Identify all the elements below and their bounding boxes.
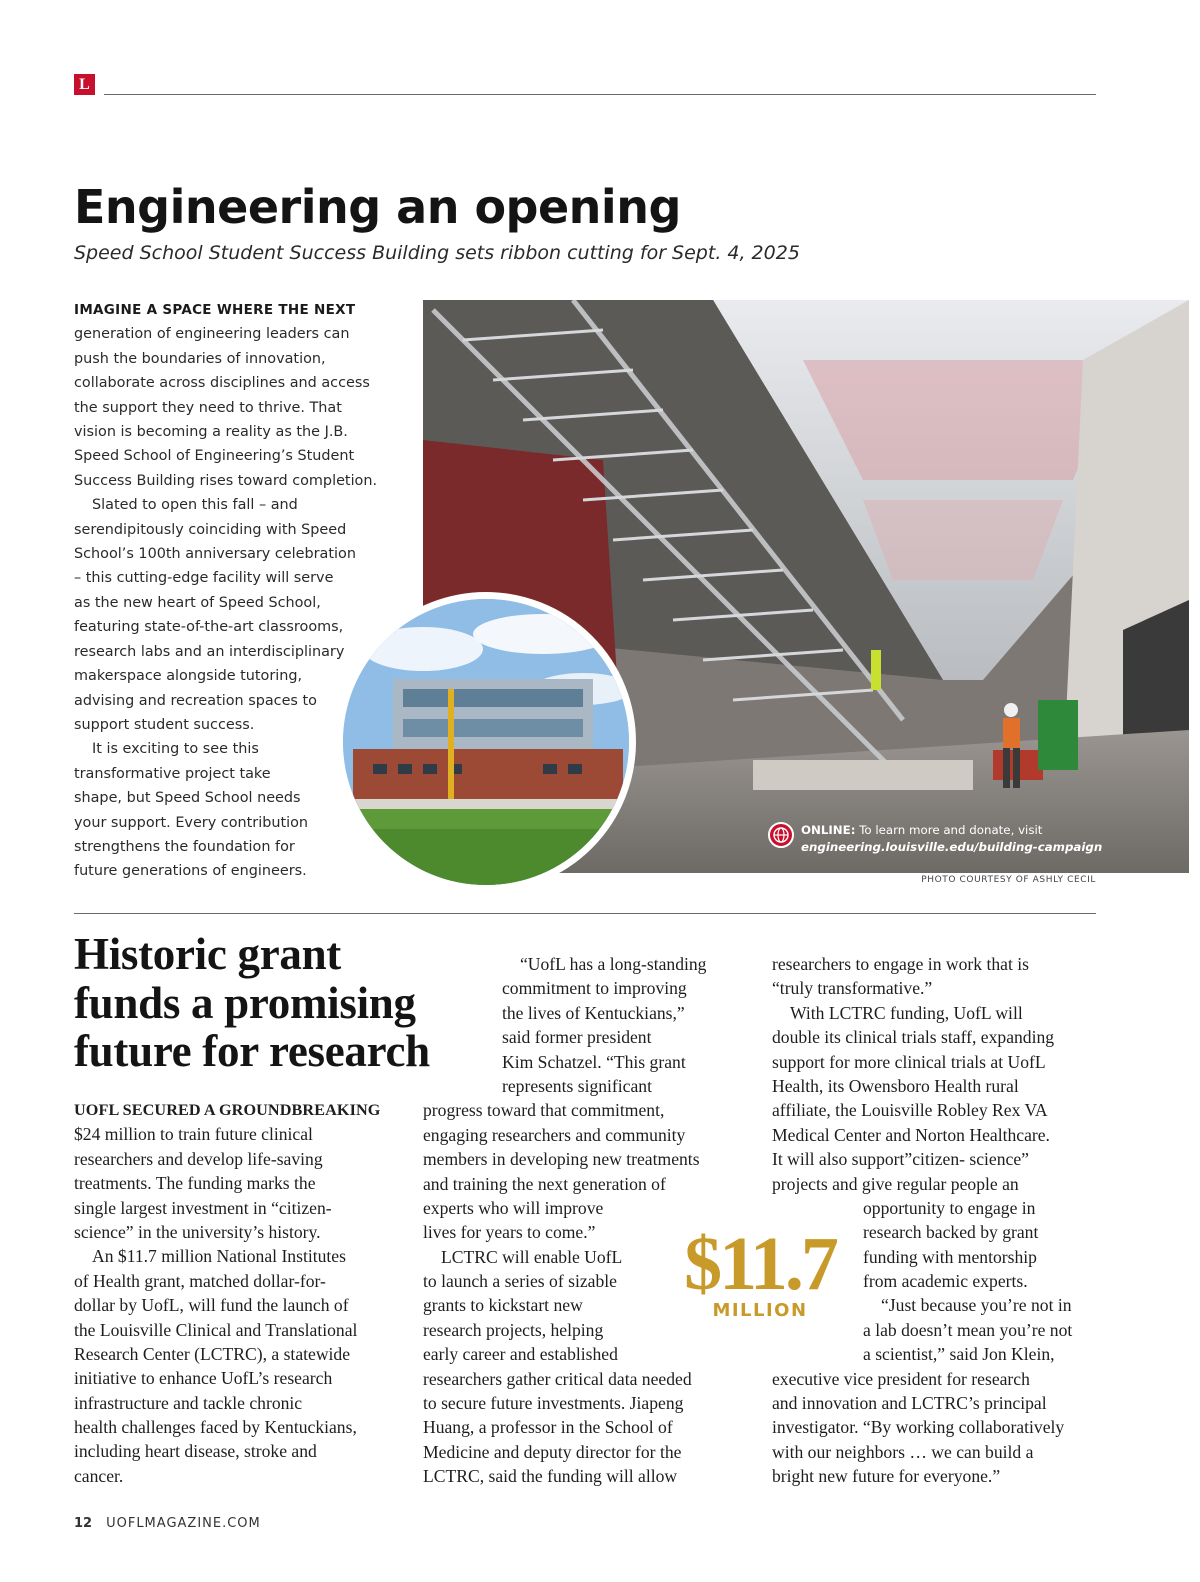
body-line: grants to kickstart new [423,1295,583,1316]
intro-lead-caps: IMAGINE A SPACE WHERE THE NEXT [74,302,356,318]
photo-credit: PHOTO COURTESY OF ASHLY CECIL [921,875,1096,885]
body-line: $24 million to train future clinical [74,1124,313,1145]
intro-line: transformative project take [74,765,271,782]
body-line: Huang, a professor in the School of [423,1417,673,1438]
body-line: treatments. The funding marks the [74,1173,316,1194]
globe-icon-graphic [770,824,792,846]
building-exterior-photo [336,592,636,892]
page-number: 12 [74,1516,93,1531]
intro-line: research labs and an interdisciplinary [74,643,345,660]
body-line: researchers and develop life-saving [74,1148,323,1169]
intro-line: It is exciting to see this [92,741,259,758]
grant-headline-line: Historic grant [74,929,341,979]
body-line: researchers gather critical data needed [423,1368,692,1389]
pull-figure [680,1222,840,1321]
intro-line: vision is becoming a reality as the J.B. [74,424,348,441]
intro-line: advising and recreation spaces to [74,692,317,709]
body-line: initiative to enhance UofL’s research [74,1368,333,1389]
pull-figure-number: $11.7 [684,1222,836,1306]
grant-column-3 [772,952,1102,1489]
footer-site: UOFLMAGAZINE.COM [106,1516,261,1531]
globe-icon [768,822,794,848]
intro-line: support student success. [74,716,255,733]
body-line: single largest investment in “citizen- [74,1197,332,1218]
body-line: researchers to engage in work that is [772,954,1029,974]
body-line: including heart disease, stroke and [74,1441,317,1462]
pull-figure-unit: MILLION [712,1300,808,1321]
intro-line: – this cutting-edge facility will serve [74,570,334,587]
grant-headline-line: funds a promising [74,977,416,1028]
body-line: from academic experts. [863,1271,1028,1292]
intro-line: the support they need to thrive. That [74,399,342,416]
campaign-url-link[interactable]: engineering.louisville.edu/building-campaign [801,840,1103,854]
top-divider [104,94,1096,95]
intro-line: your support. Every contribution [74,814,309,831]
body-line: members in developing new treatments [423,1149,700,1170]
body-line: opportunity to engage in [863,1197,1036,1218]
grant-headline-line: future for research [74,1026,430,1076]
body-line: dollar by UofL, will fund the launch of [74,1295,349,1316]
intro-line: collaborate across disciplines and access [74,375,370,392]
body-line: and innovation and LCTRC’s principal [772,1393,1047,1414]
body-line: affiliate, the Louisville Robley Rex VA [772,1100,1048,1121]
body-line: Medicine and deputy director for the [423,1441,682,1462]
intro-line: Speed School of Engineering’s Student [74,448,355,465]
body-line: of Health grant, matched dollar-for- [74,1270,326,1291]
body-line: cancer. [74,1465,124,1486]
online-label: ONLINE: [801,823,856,837]
body-line: and training the next generation of [423,1173,666,1194]
intro-line: School’s 100th anniversary celebration [74,546,356,563]
intro-line: makerspace alongside tutoring, [74,668,303,685]
body-line: lives for years to come.” [423,1222,596,1243]
body-line: An $11.7 million National Institutes [92,1246,346,1267]
body-line: to secure future investments. Jiapeng [423,1393,684,1414]
body-line: represents significant [502,1075,652,1096]
body-line: with our neighbors … we can build a [772,1441,1034,1462]
intro-line: Slated to open this fall – and [92,497,298,514]
body-line: the Louisville Clinical and Translational [74,1319,358,1340]
page-footer [74,1516,261,1531]
online-text [801,822,1102,856]
body-line: research projects, helping [423,1319,604,1340]
intro-line: Success Building rises toward completion. [74,472,378,489]
body-line: Medical Center and Norton Healthcare. [772,1124,1050,1145]
body-line: the lives of Kentuckians,” [502,1002,685,1023]
body-line: double its clinical trials staff, expanding [772,1027,1055,1048]
body-line: Kim Schatzel. “This grant [502,1051,686,1072]
body-line: said former president [502,1027,652,1048]
body-line: engaging researchers and community [423,1124,686,1145]
body-line: infrastructure and tackle chronic [74,1392,303,1413]
body-line: science” in the university’s history. [74,1221,321,1242]
uofl-logo: L [74,74,95,95]
body-line: support for more clinical trials at UofL [772,1051,1046,1072]
section-divider [74,913,1096,914]
body-line: With LCTRC funding, UofL will [790,1002,1023,1023]
body-line: “Just because you’re not in [881,1295,1072,1316]
grant-lead-caps: UOFL SECURED A GROUNDBREAKING [74,1101,381,1119]
grant-column-2 [423,952,758,1489]
body-line: “UofL has a long-standing [520,954,707,974]
body-line: Research Center (LCTRC), a statewide [74,1343,351,1364]
body-line: executive vice president for research [772,1368,1030,1389]
body-line: funding with mentorship [863,1246,1037,1267]
intro-line: push the boundaries of innovation, [74,350,326,367]
intro-line: serendipitously coinciding with Speed [74,521,347,538]
body-line: a lab doesn’t mean you’re not [863,1319,1073,1340]
intro-line: strengthens the foundation for [74,838,295,855]
article-headline: Engineering an opening [74,180,681,234]
online-description: To learn more and donate, visit [855,823,1043,837]
intro-line: featuring state-of-the-art classrooms, [74,619,344,636]
body-line: Health, its Owensboro Health rural [772,1075,1019,1096]
body-line: investigator. “By working collaboratively [772,1417,1065,1438]
body-line: bright new future for everyone.” [772,1466,1001,1487]
body-line: a scientist,” said Jon Klein, [863,1344,1055,1365]
body-line: projects and give regular people an [772,1173,1019,1194]
body-line: “truly transformative.” [772,978,933,999]
body-line: health challenges faced by Kentuckians, [74,1417,357,1438]
intro-line: future generations of engineers. [74,863,307,880]
body-line: LCTRC, said the funding will allow [423,1466,678,1487]
intro-line: as the new heart of Speed School, [74,594,321,611]
quote-block [423,952,758,1098]
body-line: experts who will improve [423,1197,604,1218]
body-line: It will also support”citizen- science” [772,1149,1029,1170]
body-line: commitment to improving [502,978,687,999]
body-line: LCTRC will enable UofL [441,1246,623,1267]
body-line: progress toward that commitment, [423,1100,665,1121]
intro-paragraph-1 [74,322,409,493]
grant-column-1 [74,1098,409,1488]
intro-line: generation of engineering leaders can [74,326,350,343]
grant-headline [74,930,474,1076]
body-line: research backed by grant [863,1222,1039,1243]
intro-line: shape, but Speed School needs [74,790,301,807]
exterior-photo-illustration [343,599,629,885]
article-subhead: Speed School Student Success Building sets ribbon cutting for Sept. 4, 2025 [74,242,800,264]
body-line: early career and established [423,1344,618,1365]
body-line: to launch a series of sizable [423,1271,617,1292]
